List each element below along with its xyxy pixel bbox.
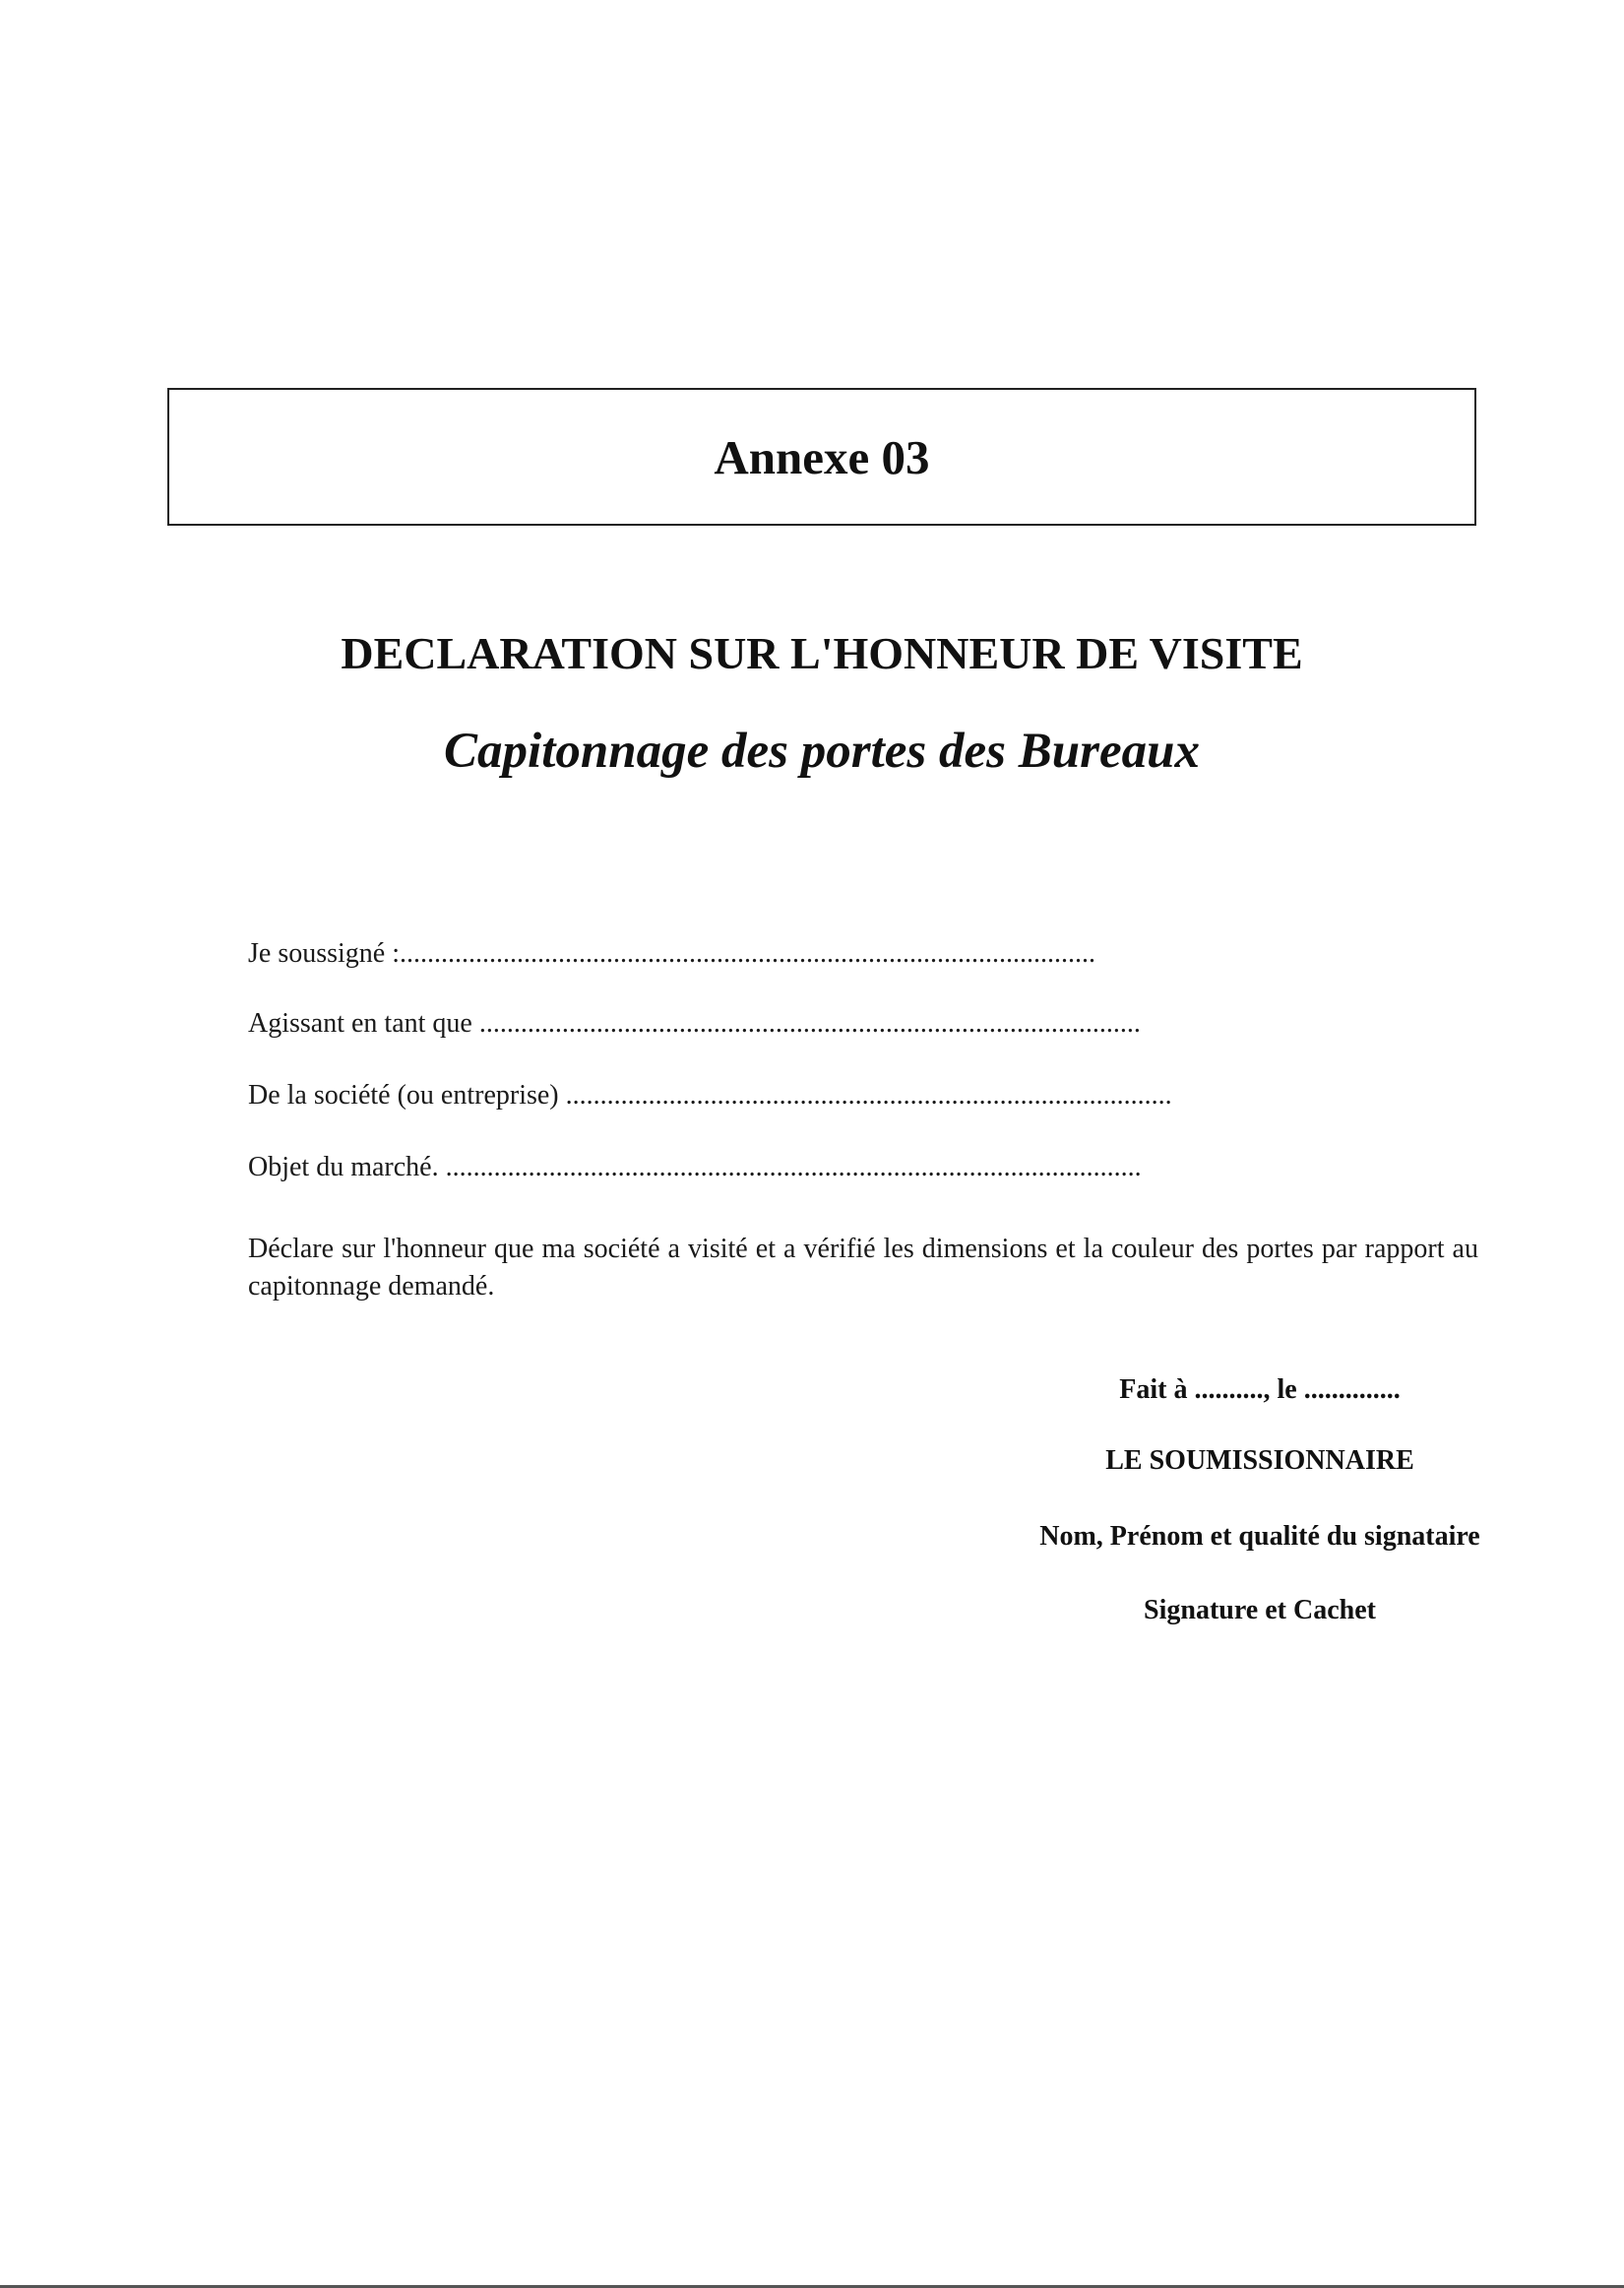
signature-name-line: Nom, Prénom et qualité du signataire <box>1039 1521 1480 1552</box>
declaration-text: Déclare sur l'honneur que ma société a visité et a vérifié les dimensions et la couleur des portes par rapport au capitonnage demandé. <box>248 1234 1478 1302</box>
annex-box <box>167 388 1476 526</box>
signature-role: LE SOUMISSIONNAIRE <box>1105 1445 1414 1476</box>
field-soussigne: Je soussigné :..................................................................................................... <box>248 938 1095 969</box>
field-objet-marche: Objet du marché. ..................................................................................................... <box>248 1152 1142 1182</box>
field-agissant: Agissant en tant que ................................................................................................ <box>248 1008 1141 1039</box>
signature-sign-line: Signature et Cachet <box>1144 1595 1376 1625</box>
annex-title: Annexe 03 <box>714 429 930 484</box>
page-subtitle: Capitonnage des portes des Bureaux <box>444 724 1200 779</box>
signature-place-date: Fait à .........., le .............. <box>1119 1374 1401 1405</box>
field-societe: De la société (ou entreprise) ........................................................................................ <box>248 1080 1172 1111</box>
page-title: DECLARATION SUR L'HONNEUR DE VISITE <box>341 628 1303 678</box>
